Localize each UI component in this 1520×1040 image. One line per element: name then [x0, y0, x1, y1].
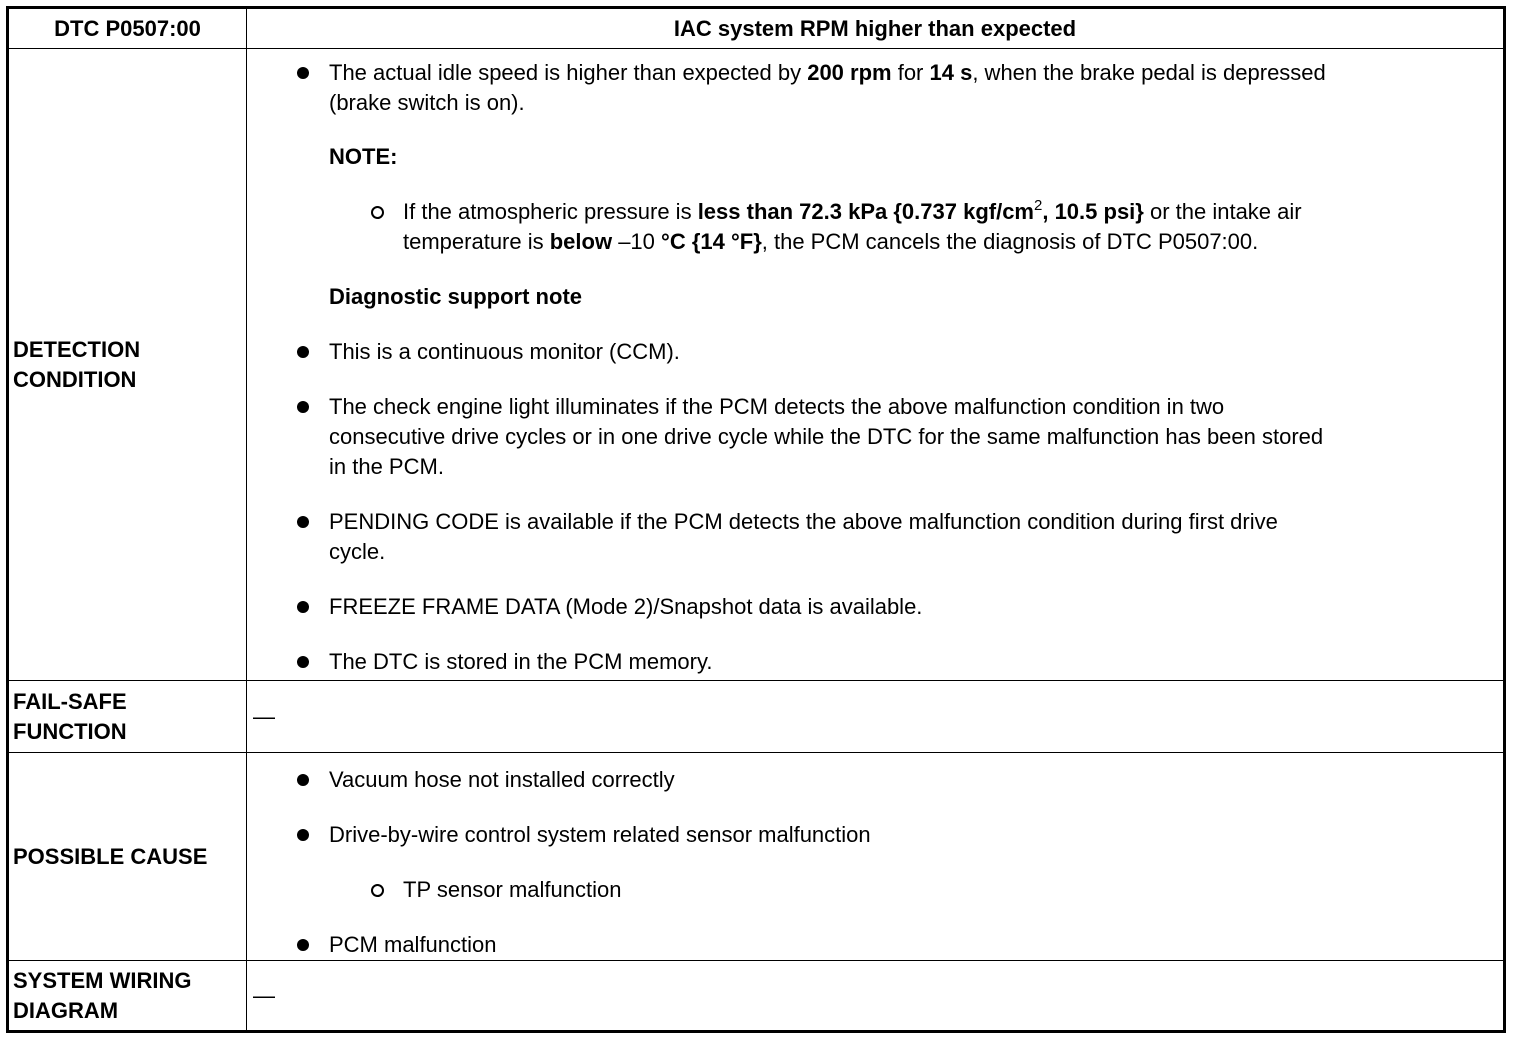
detection-item-5: FREEZE FRAME DATA (Mode 2)/Snapshot data is available. [329, 594, 923, 619]
wiring-diagram-row [9, 961, 1503, 1030]
detection-item-1-line1: The actual idle speed is higher than expected by 200 rpm for 14 s, when the brake pedal is depressed [329, 60, 1326, 85]
fail-safe-label-line1: FAIL-SAFE [13, 688, 127, 714]
detection-item-3-line1: The check engine light illuminates if the PCM detects the above malfunction condition in two [329, 394, 1225, 419]
bullet-icon [297, 829, 309, 841]
wiring-diagram-label [9, 961, 247, 1030]
detection-condition-content [247, 49, 1503, 680]
dtc-code-cell [9, 9, 247, 48]
detection-condition-row [9, 49, 1503, 681]
fail-safe-value: — [253, 703, 275, 729]
bullet-icon [297, 656, 309, 668]
possible-cause-label: POSSIBLE CAUSE [9, 753, 247, 960]
wiring-label-line1: SYSTEM WIRING [13, 967, 192, 993]
header-row [9, 9, 1503, 49]
cause-item-1: Vacuum hose not installed correctly [329, 767, 675, 792]
bullet-icon [297, 401, 309, 413]
note-item-line1: If the atmospheric pressure is less than 72.3 kPa {0.737 kgf/$cm^2$, 10.5 psi} or the intake air [403, 197, 1302, 224]
possible-cause-row [9, 753, 1503, 961]
detection-item-2: This is a continuous monitor (CCM). [329, 339, 680, 364]
bullet-icon [297, 346, 309, 358]
detection-item-4-line2: cycle. [329, 539, 386, 564]
note-label: NOTE: [329, 144, 398, 169]
possible-cause-content [247, 753, 1503, 960]
cause-item-2: Drive-by-wire control system related sensor malfunction [329, 822, 871, 847]
dtc-title: IAC system RPM higher than expected [673, 15, 1077, 41]
cause-item-3: PCM malfunction [329, 932, 497, 957]
bullet-icon [297, 67, 309, 79]
wiring-value: — [253, 982, 275, 1008]
fail-safe-label-line2: FUNCTION [13, 718, 127, 744]
cause-sub-item-1: TP sensor malfunction [403, 877, 622, 902]
bullet-icon [297, 516, 309, 528]
wiring-diagram-content [247, 961, 1503, 1030]
note-item-line2: temperature is below –10 °C {14 °F}, the PCM cancels the diagnosis of DTC P0507:00. [403, 229, 1259, 254]
detection-item-3-line2: consecutive drive cycles or in one drive cycle while the DTC for the same malfunction has been stored [329, 424, 1324, 449]
bullet-icon [297, 939, 309, 951]
detection-label-line2: CONDITION [13, 366, 137, 392]
detection-item-3-line3: in the PCM. [329, 454, 444, 479]
bullet-icon [297, 774, 309, 786]
detection-item-1-line2: (brake switch is on). [329, 90, 525, 115]
detection-label-line1: DETECTION [13, 336, 141, 362]
wiring-label-line2: DIAGRAM [13, 997, 119, 1023]
diagnostic-support-label: Diagnostic support note [329, 284, 582, 309]
detection-item-6: The DTC is stored in the PCM memory. [329, 649, 713, 674]
dtc-code: DTC P0507:00 [54, 15, 201, 41]
bullet-icon [297, 601, 309, 613]
detection-item-4-line1: PENDING CODE is available if the PCM detects the above malfunction condition during first drive [329, 509, 1278, 534]
detection-condition-label [9, 49, 247, 680]
dtc-table [6, 6, 1506, 1033]
fail-safe-row [9, 681, 1503, 753]
dtc-title-cell [247, 9, 1503, 48]
sub-bullet-icon [371, 206, 384, 219]
fail-safe-label [9, 681, 247, 752]
sub-bullet-icon [371, 884, 384, 897]
fail-safe-content [247, 681, 1503, 752]
